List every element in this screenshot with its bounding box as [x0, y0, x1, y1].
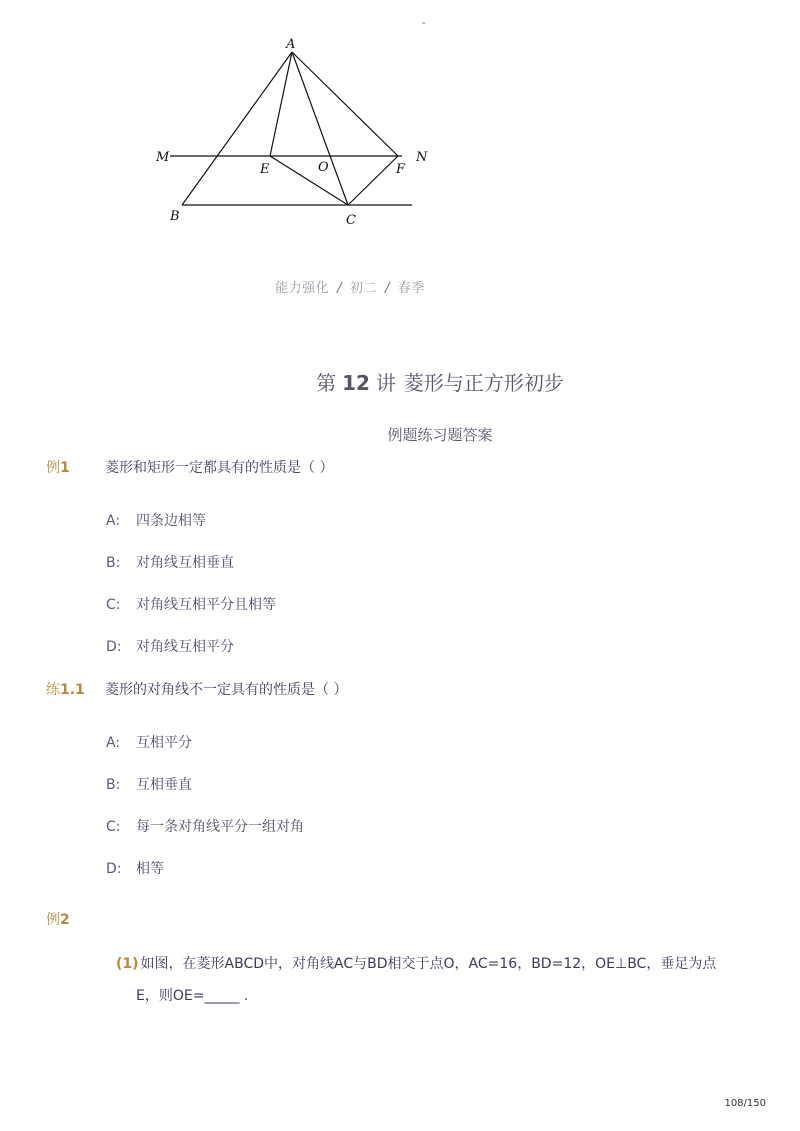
option-text: 每一条对角线平分一组对角: [136, 819, 304, 835]
option-text: 对角线互相平分: [136, 639, 234, 655]
question-label: [46, 679, 85, 699]
point-label-m: M: [156, 150, 170, 165]
option-letter: D:: [106, 639, 122, 655]
option-text: 相等: [136, 861, 164, 877]
segment-ac: [292, 52, 348, 205]
option-letter: D:: [106, 861, 122, 877]
page-title: [0, 367, 800, 396]
point-label-c: C: [346, 213, 356, 228]
breadcrumb-separator: /: [385, 281, 390, 296]
sub-question-line: E，则OE=_____ .: [136, 988, 249, 1004]
option-letter: A:: [106, 513, 121, 529]
geometry-figure: [150, 30, 450, 240]
header-tick: -: [422, 18, 426, 29]
sub-question: [116, 948, 726, 1012]
option-letter: A:: [106, 735, 121, 751]
option-letter: B:: [106, 777, 121, 793]
breadcrumb-separator: /: [337, 281, 342, 296]
point-label-a: A: [286, 37, 296, 52]
geometry-figure-svg: [150, 30, 450, 240]
option-text: 互相平分: [136, 735, 192, 751]
option-text: 互相垂直: [136, 777, 192, 793]
breadcrumb: [0, 277, 700, 296]
question-label-prefix: 练: [46, 682, 60, 698]
option-item: [106, 510, 206, 530]
title-suffix: 讲: [375, 371, 396, 395]
option-text: 四条边相等: [136, 513, 206, 529]
option-text: 对角线互相垂直: [136, 555, 234, 571]
sub-question-line: 如图，在菱形ABCD中，对角线AC与BD相交于点O，AC=16，BD=12，OE⊥BC，垂足为点: [140, 956, 717, 972]
point-label-o: O: [318, 160, 329, 175]
question-label-number: 1.1: [60, 682, 85, 698]
option-letter: C:: [106, 597, 121, 613]
section-subtitle: 例题练习题答案: [387, 426, 493, 444]
page-number: 108/150: [724, 1098, 766, 1109]
option-letter: C:: [106, 819, 121, 835]
option-item: [106, 636, 234, 656]
title-number: 12: [342, 371, 370, 395]
option-item: [106, 858, 164, 878]
option-item: [106, 594, 276, 614]
segment-ec: [270, 156, 348, 205]
segment-af: [292, 52, 398, 156]
option-item: [106, 816, 304, 836]
question-label: [46, 909, 70, 929]
question-label: [46, 457, 70, 477]
option-item: [106, 732, 192, 752]
question-label-number: 2: [60, 912, 70, 928]
breadcrumb-item: 能力强化: [275, 281, 330, 296]
question-label-number: 1: [60, 460, 70, 476]
breadcrumb-item: 春季: [397, 281, 425, 296]
segment-fc: [348, 156, 398, 205]
question-text: 菱形和矩形一定都具有的性质是（ ）: [105, 460, 334, 476]
point-label-n: N: [416, 150, 428, 165]
point-label-b: B: [170, 209, 180, 224]
option-item: [106, 552, 234, 572]
sub-question-tag: (1): [116, 956, 139, 972]
title-prefix: 第: [316, 371, 337, 395]
option-item: [106, 774, 192, 794]
option-letter: B:: [106, 555, 121, 571]
title-name: 菱形与正方形初步: [403, 371, 564, 395]
point-label-f: F: [396, 162, 406, 177]
breadcrumb-item: 初二: [349, 281, 377, 296]
point-label-e: E: [260, 162, 270, 177]
question-label-prefix: 例: [46, 912, 60, 928]
question-text: 菱形的对角线不一定具有的性质是（ ）: [105, 682, 348, 698]
option-text: 对角线互相平分且相等: [136, 597, 276, 613]
question-label-prefix: 例: [46, 460, 60, 476]
